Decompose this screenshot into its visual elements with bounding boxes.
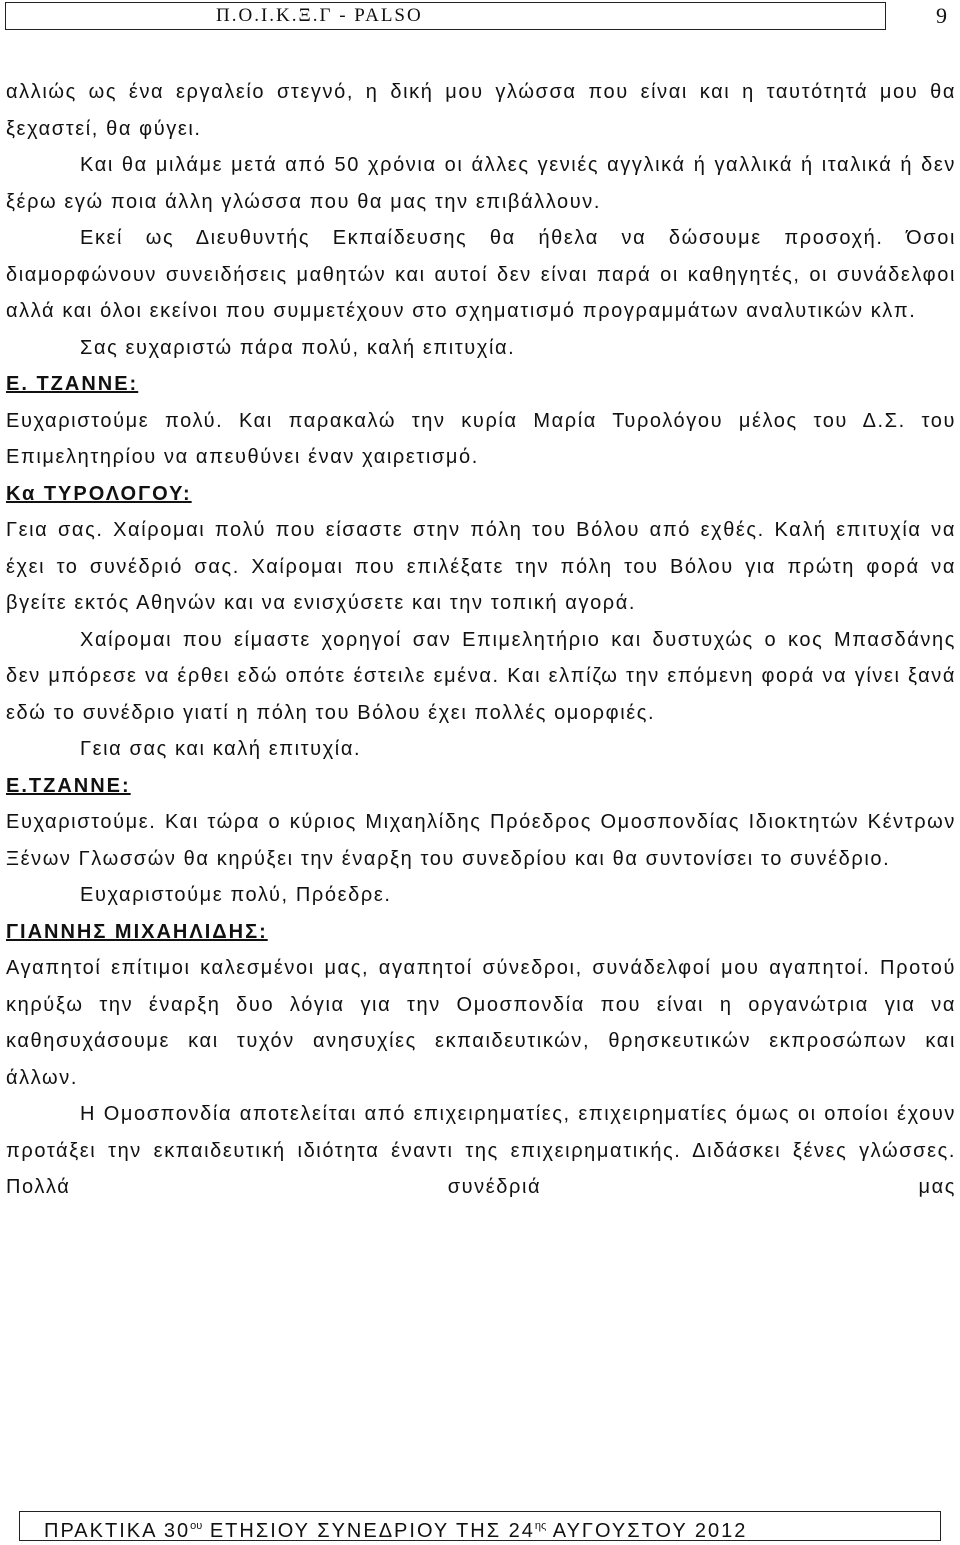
paragraph: Ευχαριστούμε πολύ, Πρόεδρε. bbox=[80, 884, 392, 906]
document-body bbox=[6, 74, 956, 1206]
speaker-heading: Ε. ΤΖΑΝΝΕ: bbox=[6, 373, 139, 395]
footer-superscript: ης bbox=[534, 1520, 547, 1532]
paragraph: Εκεί ως Διευθυντής Εκπαίδευσης θα ήθελα να δώσουμε προσοχή. Όσοι διαμορφώνουν συνειδήσεις μαθητών και αυτοί δεν είναι παρά οι καθηγητές, οι συνάδελφοι αλλά και όλοι εκείνοι που συμμετέχουν στο σχηματισμό προγραμμάτων αναλυτικών κλπ. bbox=[6, 227, 956, 322]
running-header bbox=[5, 2, 886, 30]
footer-text: ΕΤΗΣΙΟΥ ΣΥΝΕΔΡΙΟΥ ΤΗΣ 24 bbox=[202, 1520, 535, 1542]
paragraph: Και θα μιλάμε μετά από 50 χρόνια οι άλλες γενιές αγγλικά ή γαλλικά ή ιταλικά ή δεν ξέρω εγώ ποια άλλη γλώσσα που θα μας την επιβάλλουν. bbox=[6, 154, 956, 213]
paragraph: Γεια σας. Χαίρομαι πολύ που είσαστε στην πόλη του Βόλου από εχθές. Καλή επιτυχία να έχει το συνέδριό σας. Χαίρομαι που επιλέξατε την πόλη του Βόλου για πρώτη φορά να βγείτε εκτός Αθηνών και να ενισχύσετε και την τοπική αγορά. bbox=[6, 519, 956, 614]
speaker-heading: Ε.ΤΖΑΝΝΕ: bbox=[6, 774, 131, 797]
footer-text: ΑΥΓΟΥΣΤΟΥ 2012 bbox=[546, 1520, 748, 1542]
paragraph: Ευχαριστούμε πολύ. Και παρακαλώ την κυρία Μαρία Τυρολόγου μέλος του Δ.Σ. του Επιμελητηρίου να απευθύνει έναν χαιρετισμό. bbox=[6, 409, 956, 468]
paragraph: Γεια σας και καλή επιτυχία. bbox=[80, 738, 362, 760]
running-footer bbox=[19, 1511, 941, 1541]
paragraph: Η Ομοσπονδία αποτελείται από επιχειρηματίες, επιχειρηματίες όμως οι οποίοι έχουν προτάξει την εκπαιδευτική ιδιότητα έναντι της επιχειρηματικής. Διδάσκει ξένες γλώσσες. Πολλά συνέδριά μας bbox=[6, 1103, 956, 1198]
footer-superscript: ου bbox=[190, 1520, 203, 1532]
paragraph: Ευχαριστούμε. Και τώρα ο κύριος Μιχαηλίδης Πρόεδρος Ομοσπονδίας Ιδιοκτητών Κέντρων Ξένων Γλωσσών θα κηρύξει την έναρξη του συνεδρίου και θα συντονίσει το συνέδριο. bbox=[6, 811, 956, 870]
paragraph: Αγαπητοί επίτιμοι καλεσμένοι μας, αγαπητοί σύνεδροι, συνάδελφοί μου αγαπητοί. Προτού κηρύξω την έναρξη δυο λόγια για την Ομοσπονδία που είναι η οργανώτρια για να καθησυχάσουμε και τυχόν ανησυχίες εκπαιδευτικών, θρησκευτικών εκπροσώπων και άλλων. bbox=[6, 957, 956, 1089]
footer-text: ΠΡΑΚΤΙΚΑ 30 bbox=[44, 1520, 191, 1542]
header-title: Π.Ο.Ι.Κ.Ξ.Γ - PALSO bbox=[216, 5, 423, 26]
page-number: 9 bbox=[936, 3, 947, 28]
speaker-heading: Κα ΤΥΡΟΛΟΓΟΥ: bbox=[6, 482, 192, 505]
paragraph: Χαίρομαι που είμαστε χορηγοί σαν Επιμελητήριο και δυστυχώς ο κος Μπασδάνης δεν μπόρεσε να έρθει εδώ οπότε έστειλε εμένα. Και ελπίζω την επόμενη φορά να γίνει ξανά εδώ το συνέδριο γιατί η πόλη του Βόλου έχει πολλές ομορφιές. bbox=[6, 628, 956, 724]
paragraph: αλλιώς ως ένα εργαλείο στεγνό, η δική μου γλώσσα που είναι και η ταυτότητά μου θα ξεχαστεί, θα φύγει. bbox=[6, 81, 956, 140]
speaker-heading: ΓΙΑΝΝΗΣ ΜΙΧΑΗΛΙΔΗΣ: bbox=[6, 920, 268, 943]
paragraph: Σας ευχαριστώ πάρα πολύ, καλή επιτυχία. bbox=[80, 336, 516, 359]
